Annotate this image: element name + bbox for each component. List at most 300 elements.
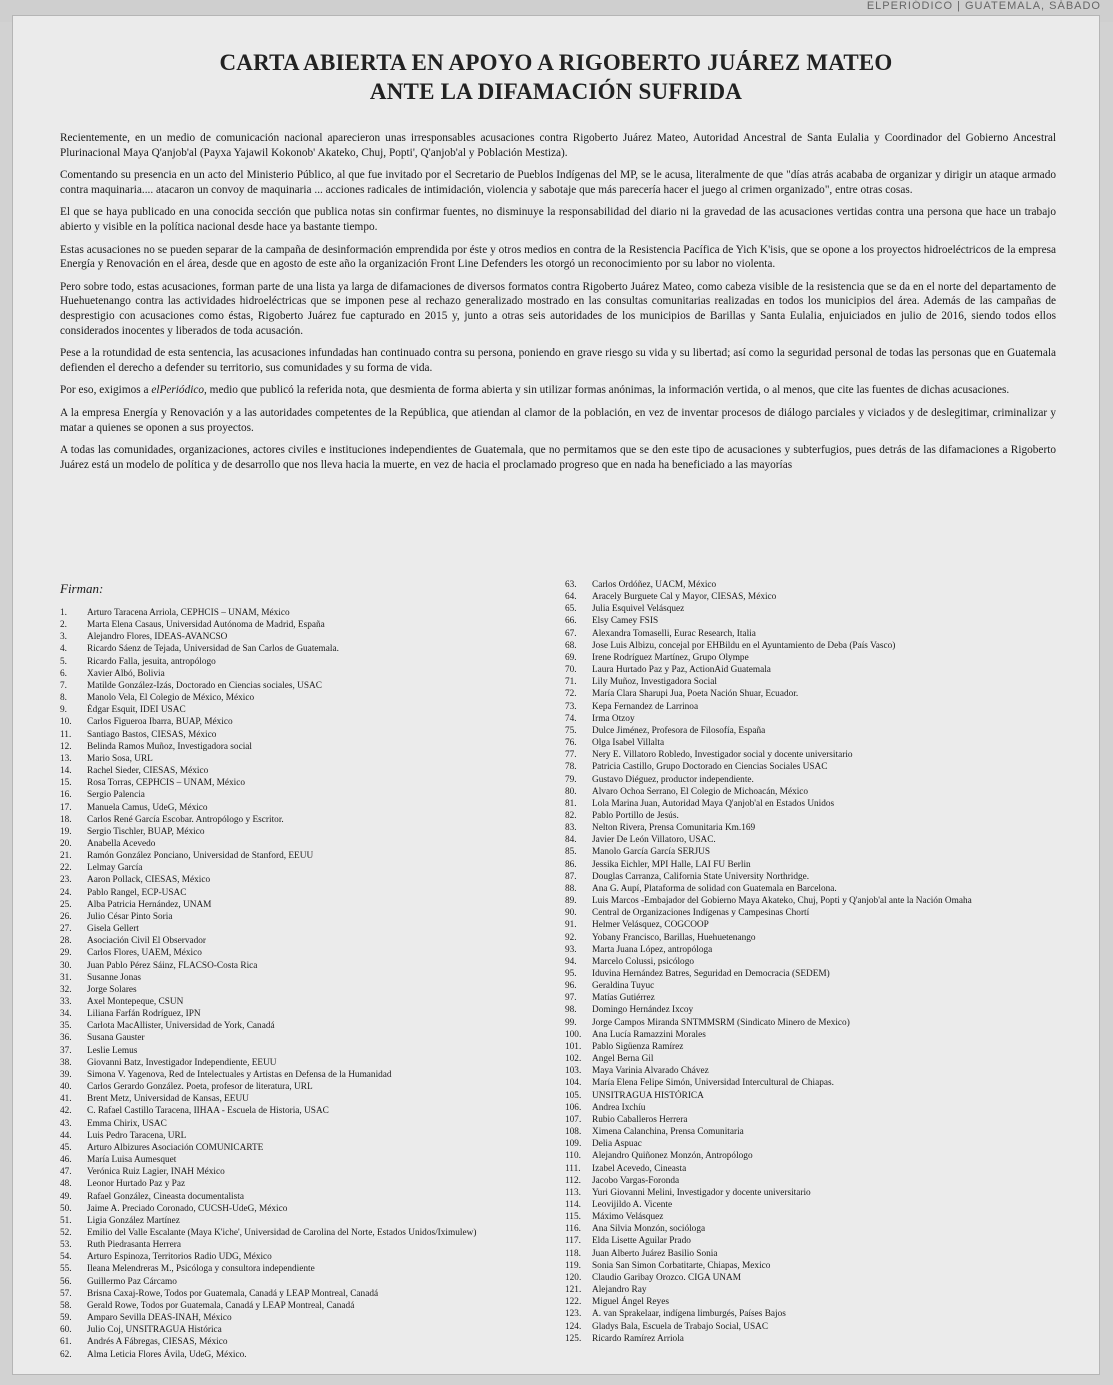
signatory-name: Luis Pedro Taracena, URL [87,1130,187,1141]
signatory-number: 59. [60,1313,72,1324]
signatory-name: Simona V. Yagenova, Red de Intelectuales y Artistas en Defensa de la Humanidad [87,1069,392,1080]
signatory-number: 92. [565,932,577,943]
signatory-row [565,932,1065,944]
signatory-row [60,802,560,814]
signatory-row [565,859,1065,871]
signatory-number: 68. [565,640,577,651]
signatory-name: Rosa Torras, CEPHCIS – UNAM, México [87,778,245,789]
signatory-row [565,810,1065,822]
signatory-row [60,1191,560,1203]
signatory-row [565,1053,1065,1065]
signatory-name: Axel Montepeque, CSUN [87,997,184,1007]
signatory-row [60,1093,560,1105]
signatory-number: 46. [60,1155,72,1166]
signatory-name: Arturo Albizures Asociación COMUNICARTE [87,1142,264,1153]
signatory-number: 117. [565,1236,581,1247]
signatory-row [60,1045,560,1057]
signatory-row [60,716,560,728]
signatory-number: 119. [565,1260,581,1271]
signatory-number: 124. [565,1321,582,1332]
signatory-number: 109. [565,1139,582,1150]
signatory-number: 11. [60,729,72,740]
signatory-name: Carlos René García Escobar. Antropólogo y Escritor. [87,814,284,825]
paragraph: Recientemente, en un medio de comunicación nacional aparecieron unas irresponsables acusaciones contra Rigoberto Juárez Mateo, Autoridad Ancestral de Santa Eulalia y Coordinador del Gobierno Ancestral Plurinacional Maya Q'anjob'al (Payxa Yajawil Kokonob' Akateko, Chuj, Popti', Q'anjob'al y Población Mestiza). [60,132,1056,159]
signatory-name: Marcelo Colussi, psicólogo [592,956,694,967]
signatory-name: Izabel Acevedo, Cineasta [592,1163,687,1174]
signatory-row [60,1081,560,1093]
signatory-name: Santiago Bastos, CIESAS, México [87,729,217,740]
signatory-row [60,826,560,838]
signatory-row [565,615,1065,627]
signatory-name: Matilde González-Izás, Doctorado en Ciencias sociales, USAC [87,680,322,691]
signatory-row [60,1020,560,1032]
signatory-row [565,1175,1065,1187]
signatory-number: 5. [60,656,67,667]
signatory-name: Leovijildo A. Vicente [592,1199,673,1210]
signatory-number: 47. [60,1167,72,1178]
signatory-number: 52. [60,1227,72,1238]
signatory-number: 17. [60,802,72,813]
signatories-label: Firman: [60,581,104,596]
signatory-name: Ricardo Ramírez Arriola [592,1333,684,1344]
signatory-number: 123. [565,1309,582,1320]
signatory-name: Jessika Eichler, MPI Halle, LAI FU Berlin [592,859,751,870]
signatory-number: 78. [565,762,577,773]
signatory-number: 15. [60,778,72,789]
signatory-number: 80. [565,786,577,797]
signatory-name: Rubio Caballeros Herrera [592,1114,688,1125]
signatory-name: Ricardo Falla, jesuita, antropólogo [87,656,216,667]
signatory-row [565,919,1065,931]
signatory-row [565,1090,1065,1102]
signatory-number: 7. [60,680,67,691]
signatory-name: Lelmay García [87,863,143,874]
signatory-row [565,1138,1065,1150]
signatory-row [60,972,560,984]
signatory-number: 106. [565,1102,582,1113]
signatory-row [565,1235,1065,1247]
signatory-number: 116. [565,1224,581,1235]
signatory-name: Ruth Piedrasanta Herrera [87,1240,181,1251]
signatory-name: Miguel Ángel Reyes [592,1297,669,1308]
signatory-name: Gisela Gellert [87,924,139,935]
signatory-name: Susana Gauster [87,1033,145,1044]
signatory-name: Guillermo Paz Cárcamo [87,1276,177,1287]
signatory-number: 34. [60,1009,72,1020]
headline-line-2: ANTE LA DIFAMACIÓN SUFRIDA [369,79,743,104]
signatory-name: Marta Elena Casaus, Universidad Autónoma de Madrid, España [87,620,325,631]
signatory-number: 118. [565,1248,581,1259]
signatory-name: Carlos Gerardo González. Poeta, profesor de literatura, URL [87,1082,313,1093]
signatory-row [565,1114,1065,1126]
signatory-name: Juan Pablo Pérez Sáinz, FLACSO-Costa Rica [87,960,258,971]
signatory-name: Emilio del Valle Escalante (Maya K'iche', Universidad de Carolina del Norte, Estados Unidos/Iximulew) [87,1227,477,1238]
signatory-name: Juan Alberto Juárez Basilio Sonia [592,1248,718,1259]
signatory-name: Alejandro Flores, IDEAS-AVANCSO [87,632,228,643]
signatory-name: Ana Silvia Monzón, socióloga [592,1224,706,1235]
signatory-number: 28. [60,936,72,947]
signatory-name: María Elena Felipe Simón, Universidad Intercultural de Chiapas. [592,1078,834,1089]
signatory-row [60,923,560,935]
signatory-row [565,1102,1065,1114]
signatory-name: A. van Sprakelaar, indígena limburgés, Países Bajos [592,1309,786,1320]
signatory-number: 6. [60,668,67,679]
signatory-name: María Clara Sharupi Jua, Poeta Nación Shuar, Ecuador. [592,689,799,700]
signatory-name: Gerald Rowe, Todos por Guatemala, Canadá y LEAP Montreal, Canadá [87,1300,355,1311]
signatory-row [60,1215,560,1227]
signatory-number: 21. [60,851,72,862]
signatory-number: 110. [565,1151,581,1162]
signatory-row [60,1203,560,1215]
signatory-row [565,1333,1065,1345]
signatory-number: 84. [565,835,577,846]
signatory-number: 65. [565,604,577,615]
signatory-number: 105. [565,1090,582,1101]
signatory-name: Alejandro Quiñonez Monzón, Antropólogo [592,1151,753,1162]
signatory-name: Carlos Figueroa Ibarra, BUAP, México [87,717,233,728]
signatory-row [565,834,1065,846]
signatory-number: 10. [60,717,72,728]
signatory-number: 115. [565,1212,581,1223]
signatory-row [60,1300,560,1312]
signatory-row [565,992,1065,1004]
signatory-row [565,1308,1065,1320]
signatory-number: 63. [565,580,577,590]
signatory-row [565,591,1065,603]
signatory-name: Brisna Caxaj-Rowe, Todos por Guatemala, Canadá y LEAP Montreal, Canadá [87,1288,379,1299]
signatory-name: Geraldina Tuyuc [592,981,655,992]
signatory-name: Arturo Espinoza, Territorios Radio UDG, México [87,1252,272,1263]
signatory-name: Nelton Rivera, Prensa Comunitaria Km.169 [592,823,756,834]
signatory-row [565,944,1065,956]
signatory-name: Pablo Rangel, ECP-USAC [87,887,187,898]
signatory-name: Ana Lucía Ramazzini Morales [592,1029,706,1040]
signatory-number: 41. [60,1094,72,1105]
signatory-name: Ana G. Aupí, Plataforma de solidad con Guatemala en Barcelona. [592,883,837,894]
signatory-row [565,798,1065,810]
signatory-name: UNSITRAGUA HISTÓRICA [592,1090,704,1101]
signatory-name: Emma Chirix, USAC [87,1118,167,1129]
signatory-number: 113. [565,1187,581,1198]
signatory-name: Lola Marina Juan, Autoridad Maya Q'anjob'al en Estados Unidos [592,798,835,809]
signatory-number: 58. [60,1300,72,1311]
signatory-name: Susanne Jonas [87,972,141,983]
signatory-name: Helmer Velásquez, COGCOOP [592,920,709,931]
signatory-name: Dulce Jiménez, Profesora de Filosofía, España [592,725,766,736]
signatory-name: Mario Sosa, URL [87,753,153,764]
signatory-row [565,749,1065,761]
signatory-row [60,1032,560,1044]
signatory-row [60,1276,560,1288]
signatory-number: 1. [60,608,67,618]
signatory-row [565,1126,1065,1138]
signatory-number: 26. [60,911,72,922]
signatory-number: 98. [565,1005,577,1016]
signatory-name: Sergio Palencia [87,790,145,801]
signatory-name: C. Rafael Castillo Taracena, IIHAA - Escuela de Historia, USAC [87,1106,329,1117]
signatory-name: Liliana Farfán Rodríguez, IPN [87,1009,201,1020]
signatory-name: Domingo Hernández Ixcoy [592,1005,694,1016]
signatory-name: Douglas Carranza, California State University Northridge. [592,871,810,882]
signatory-row [60,947,560,959]
signatory-row [565,579,1065,591]
signatory-row [60,911,560,923]
signatory-number: 30. [60,960,72,971]
signatory-row [60,1288,560,1300]
signatory-name: Jose Luis Albizu, concejal por EHBildu en el Ayuntamiento de Deba (País Vasco) [592,640,896,651]
signatory-name: Gladys Bala, Escuela de Trabajo Social, USAC [592,1321,769,1332]
signatory-name: Aracely Burguete Cal y Mayor, CIESAS, México [592,592,777,603]
signatory-row [60,1118,560,1130]
signatory-row [60,741,560,753]
signatory-name: Javier De León Villatoro, USAC. [592,835,716,846]
signatory-row [565,1260,1065,1272]
signatory-number: 120. [565,1272,582,1283]
signatory-name: Luis Marcos -Embajador del Gobierno Maya Akateko, Chuj, Popti y Q'anjob'al ante la Nación Omaha [592,896,972,907]
signatory-row [60,1057,560,1069]
signatory-row [60,656,560,668]
signatory-row [60,960,560,972]
signatory-row [565,1223,1065,1235]
signatory-number: 88. [565,883,577,894]
signatory-number: 42. [60,1106,72,1117]
signatory-name: Angel Berna Gil [592,1054,654,1065]
signatory-name: Laura Hurtado Paz y Paz, ActionAid Guatemala [592,665,771,676]
signatory-number: 29. [60,948,72,959]
signatory-number: 87. [565,871,577,882]
signatory-number: 43. [60,1118,72,1129]
signatory-row [60,1263,560,1275]
signatory-name: Máximo Velásquez [592,1212,664,1223]
signatory-row [60,753,560,765]
signatory-number: 86. [565,859,577,870]
signatory-name: Leslie Lemus [87,1045,138,1056]
signatory-name: Alba Patricia Hernández, UNAM [87,899,212,910]
signatory-number: 2. [60,620,67,631]
signatory-row [60,619,560,631]
signatory-row [565,676,1065,688]
signatory-number: 48. [60,1179,72,1190]
signatory-number: 125. [565,1333,582,1344]
paragraph: Pese a la rotundidad de esta sentencia, las acusaciones infundadas han continuado contra su persona, poniendo en grave riesgo su vida y su libertad; así como la seguridad personal de todas las personas que en Guatemala defienden el derecho a defender su territorio, sus comunidades y su forma de vida. [60,347,1056,374]
signatories-column-1 [60,607,560,1361]
signatory-number: 54. [60,1252,72,1263]
signatory-number: 83. [565,823,577,834]
signatory-name: Amparo Sevilla DEAS-INAH, México [87,1313,232,1324]
signatory-number: 70. [565,665,577,676]
signatory-number: 38. [60,1057,72,1068]
signatory-number: 20. [60,838,72,849]
signatory-row [60,838,560,850]
signatory-name: Maya Varinia Alvarado Chávez [592,1066,709,1077]
signatory-row [60,814,560,826]
paragraph: Pero sobre todo, estas acusaciones, forman parte de una lista ya larga de difamaciones de diversos formatos contra Rigoberto Juárez Mateo, como cabeza visible de la resistencia que se da en el norte del departamento de Huehuetenango contra las actividades hidroeléctricas que se imponen pese al rechazo generalizado mostrado en las consultas comunitarias realizadas en todos los municipios del área. Además de las campañas de desprestigio con acusaciones como éstas, Rigoberto Juárez fue capturado en 2015 y, junto a otras seis autoridades de los municipios de Barillas y Santa Eulalia, enjuiciados en julio de 2016, siendo todos ellos considerados inocentes y liberados de toda acusación. [60,280,1056,337]
signatory-number: 96. [565,981,577,992]
signatory-row [565,968,1065,980]
signatory-number: 81. [565,798,577,809]
signatory-number: 62. [60,1349,72,1360]
signatory-row [565,1041,1065,1053]
signatory-name: Irma Otzoy [592,713,635,724]
signatory-number: 35. [60,1021,72,1032]
signatory-number: 74. [565,713,577,724]
signatory-row [60,899,560,911]
signatory-name: Carlos Flores, UAEM, México [87,948,202,959]
signatory-row [60,704,560,716]
signatory-number: 76. [565,738,577,749]
signatory-number: 71. [565,677,577,688]
signatory-number: 49. [60,1191,72,1202]
paragraph: Comentando su presencia en un acto del Ministerio Público, al que fue invitado por el Secretario de Pueblos Indígenas del MP, se le acusa, literalmente de que "días atrás acababa de organizar y dirigir un ataque armado contra maquinaria.... atacaron un convoy de maquinaria ... acciones radicales de intimidación, violencia y sabotaje que más parecería hacer el juego al crimen organizado", entre otras cosas. [60,169,1056,196]
signatory-row [60,668,560,680]
signatory-name: Jorge Campos Miranda SNTMMSRM (Sindicato Minero de Mexico) [592,1017,850,1028]
signatory-row [60,1069,560,1081]
signatory-number: 75. [565,725,577,736]
text-span: Por eso, exigimos a [60,384,152,397]
signatory-row [565,1199,1065,1211]
signatory-name: Central de Organizaciones Indígenas y Campesinas Chortí [592,908,810,919]
signatory-number: 53. [60,1240,72,1251]
signatory-number: 111. [565,1163,581,1174]
signatory-row [565,1284,1065,1296]
signatory-number: 16. [60,790,72,801]
signatory-number: 57. [60,1288,72,1299]
signatory-number: 64. [565,592,577,603]
signatory-number: 66. [565,616,577,627]
signatory-number: 37. [60,1045,72,1056]
signatory-number: 44. [60,1130,72,1141]
paragraph: El que se haya publicado en una conocida sección que publica notas sin confirmar fuentes, no disminuye la responsabilidad del diario ni la gravedad de las acusaciones vertidas contra una persona que hace un trabajo abierto y visible en la política nacional desde hace ya bastante tiempo. [60,206,1056,233]
signatory-number: 89. [565,896,577,907]
signatory-number: 14. [60,766,72,777]
signatory-number: 32. [60,984,72,995]
signatory-name: Rafael González, Cineasta documentalista [87,1191,244,1202]
signatory-name: Delia Aspuac [592,1139,642,1150]
signatory-name: Jorge Solares [87,984,137,995]
signatory-number: 39. [60,1069,72,1080]
signatory-number: 101. [565,1041,582,1052]
signatory-row [565,822,1065,834]
signatory-number: 25. [60,899,72,910]
signatory-number: 93. [565,944,577,955]
signatory-row [60,850,560,862]
signatory-row [565,1163,1065,1175]
signatory-number: 94. [565,956,577,967]
signatory-number: 9. [60,705,67,716]
paragraph: A la empresa Energía y Renovación y a las autoridades competentes de la República, que atiendan al clamor de la población, en vez de inventar procesos de diálogo parciales y viciados y de deslegitimar, criminalizar y matar a quienes se oponen a sus proyectos. [60,406,1056,434]
signatory-row [60,1349,560,1361]
signatory-row [60,680,560,692]
signatory-row [565,761,1065,773]
signatory-row [60,765,560,777]
signatory-name: Sonia San Simon Corbatitarte, Chiapas, Mexico [592,1260,771,1271]
signatory-row [565,1248,1065,1260]
signatory-row [565,737,1065,749]
signatory-number: 40. [60,1082,72,1093]
signatory-name: Manolo García García SERJUS [592,847,710,858]
signatory-number: 122. [565,1297,582,1308]
signatory-number: 18. [60,814,72,825]
signatory-name: Xavier Albó, Bolivia [87,668,165,679]
signatory-number: 31. [60,972,72,983]
signatory-row [565,1296,1065,1308]
signatory-name: Belinda Ramos Muñoz, Investigadora social [87,741,252,752]
signatory-name: Verónica Ruiz Lagier, INAH México [87,1167,225,1178]
signatory-name: Asociación Civil El Observador [87,936,207,947]
signatory-number: 79. [565,774,577,785]
paragraph: Estas acusaciones no se pueden separar de la campaña de desinformación emprendida por éste y otros medios en contra de la Resistencia Pacífica de Yich K'isis, que se opone a los proyectos hidroeléctricos de la empresa Energía y Renovación en el área, desde que en agosto de este año la organización Front Line Defenders les otorgó un reconocimiento por su labor no violenta. [60,243,1056,271]
signatory-number: 56. [60,1276,72,1287]
signatory-row [60,1166,560,1178]
signatory-number: 95. [565,969,577,979]
signatory-number: 61. [60,1337,72,1348]
signatory-row [565,1211,1065,1223]
signatory-number: 69. [565,652,577,663]
signatory-number: 22. [60,863,72,874]
signatory-number: 19. [60,826,72,837]
signatory-row [565,1017,1065,1029]
signatory-number: 36. [60,1033,72,1044]
signatory-name: Ileana Melendreras M., Psicóloga y consultora independiente [87,1264,315,1275]
signatory-row [60,984,560,996]
headline-line-1: CARTA ABIERTA EN APOYO A RIGOBERTO JUÁREZ MATEO [219,50,893,75]
signatory-name: María Luisa Aumesquet [87,1155,177,1166]
signatory-name: Pablo Sigüenza Ramírez [592,1041,684,1052]
signatory-row [60,1142,560,1154]
signatory-name: Lily Muñoz, Investigadora Social [592,677,717,688]
signatory-name: Yobany Francisco, Barillas, Huehuetenango [592,932,756,943]
signatory-number: 23. [60,875,72,886]
signatory-row [565,1272,1065,1284]
signatory-row [565,786,1065,798]
paragraph-elperiodico [60,383,1056,398]
signatory-row [60,692,560,704]
signatory-row [565,1187,1065,1199]
signatory-row [60,1312,560,1324]
signatory-number: 51. [60,1215,72,1226]
signatory-row [565,725,1065,737]
signatory-name: Patricia Castillo, Grupo Doctorado en Ciencias Sociales USAC [592,762,828,773]
signatory-name: Olga Isabel Villalta [592,738,665,749]
signatory-number: 104. [565,1078,582,1089]
signatory-row [565,1004,1065,1016]
signatory-row [565,713,1065,725]
signatory-number: 3. [60,632,67,643]
signatory-name: Andrea Ixchíu [592,1102,646,1113]
signatory-name: Julio César Pinto Soria [87,911,173,922]
signatory-row [60,1239,560,1251]
signatory-number: 67. [565,628,577,639]
signatory-row [565,688,1065,700]
signatory-row [565,628,1065,640]
signatory-number: 121. [565,1285,582,1296]
signatory-number: 4. [60,644,67,655]
signatory-name: Jaime A. Preciado Coronado, CUCSH-UdeG, México [87,1203,288,1214]
signatory-name: Carlos Ordóñez, UACM, México [592,580,717,590]
signatory-row [565,1150,1065,1162]
signatory-name: Arturo Taracena Arriola, CEPHCIS – UNAM, México [87,608,290,618]
signatory-row [60,887,560,899]
signatory-name: Ximena Calanchina, Prensa Comunitaria [592,1127,744,1138]
signatory-number: 73. [565,701,577,712]
signatory-number: 60. [60,1325,72,1336]
newspaper-page [13,16,1099,1374]
signatory-row [60,935,560,947]
signatory-name: Manuela Camus, UdeG, México [87,802,208,813]
signatory-number: 114. [565,1199,581,1210]
signatory-number: 91. [565,920,577,931]
signatory-row [565,871,1065,883]
